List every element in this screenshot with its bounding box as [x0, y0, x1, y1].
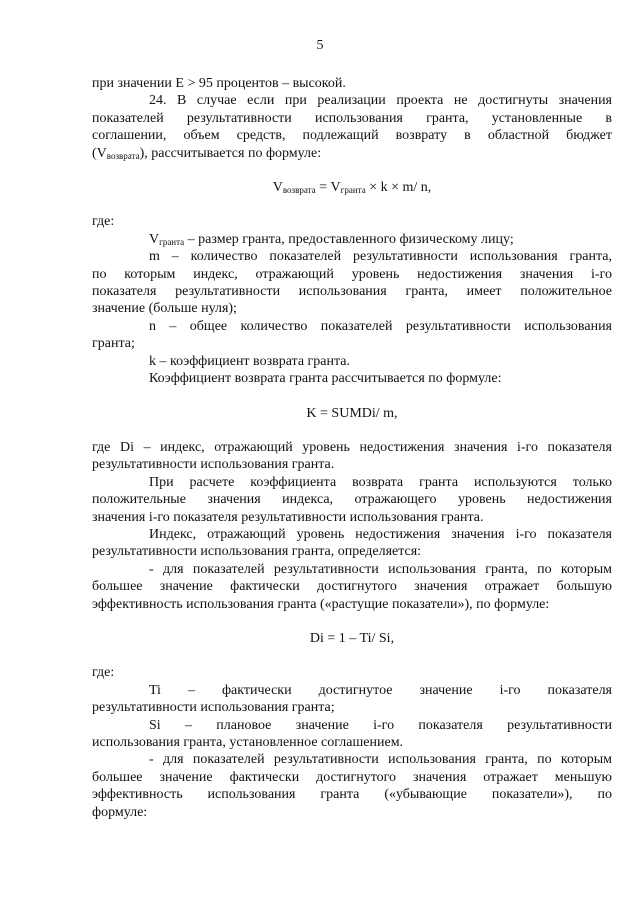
- text-line: [92, 145, 612, 162]
- text-fragment: = V: [315, 180, 341, 196]
- text-fragment: ), рассчитывается по формуле:: [139, 145, 322, 161]
- formula-coefficient: K = SUMDi/ m,: [306, 405, 398, 421]
- page-number: 5: [316, 38, 324, 53]
- text-line: [92, 231, 612, 248]
- text-fragment: × k × m/ n,: [365, 180, 432, 196]
- text-line: показателя результативности использования гранта, имеет положительное: [92, 284, 612, 300]
- text-line: соглашении, объем средств, подлежащий возврату в областной бюджет: [92, 128, 612, 144]
- text-line: где:: [92, 665, 115, 681]
- text-line: Si – плановое значение i-го показателя результативности: [149, 717, 612, 733]
- text-fragment: V: [149, 231, 160, 247]
- text-line: где:: [92, 214, 115, 230]
- text-line: Ti – фактически достигнутое значение i-го показателя: [149, 682, 612, 698]
- document-body: [92, 75, 612, 821]
- text-line: - для показателей результативности использования гранта, по которым: [149, 561, 612, 577]
- text-line: использования гранта, установленное соглашением.: [92, 735, 404, 750]
- text-line: большее значение фактически достигнутого значения отражает меньшую: [92, 769, 612, 785]
- subscript: гранта: [159, 236, 185, 247]
- text-fragment: V: [272, 180, 283, 196]
- text-line: по которым индекс, отражающий уровень недостижения значения i-го: [92, 266, 612, 282]
- text-fragment: (V: [92, 145, 107, 161]
- text-line: При расчете коэффициента возврата гранта используются только: [149, 474, 612, 490]
- text-line: Коэффициент возврата гранта рассчитывается по формуле:: [149, 371, 502, 387]
- text-line: при значении E > 95 процентов – высокой.: [92, 76, 346, 91]
- text-line: положительные значения индекса, отражающего уровень недостижения: [92, 492, 612, 508]
- text-line: гранта;: [92, 336, 135, 352]
- formula-refund: [92, 179, 612, 196]
- text-line: формуле:: [92, 804, 148, 820]
- text-line: значение (больше нуля);: [92, 301, 237, 317]
- subscript: гранта: [340, 185, 366, 196]
- text-line: Индекс, отражающий уровень недостижения значения i-го показателя: [149, 526, 612, 542]
- text-line: эффективность использования гранта («растущие показатели»), по формуле:: [92, 596, 550, 612]
- text-line: значения i-го показателя результативности использования гранта.: [92, 509, 484, 525]
- formula-index: Di = 1 – Ti/ Si,: [309, 630, 395, 646]
- text-line: m – количество показателей результативности использования гранта,: [149, 249, 612, 265]
- text-line: эффективность использования гранта («убывающие показатели»), по: [92, 787, 612, 803]
- text-line: n – общее количество показателей результативности использования: [149, 318, 612, 334]
- text-line: где Di – индекс, отражающий уровень недостижения значения i-го показателя: [92, 439, 612, 455]
- text-line: k – коэффициент возврата гранта.: [149, 353, 351, 369]
- text-line: результативности использования гранта, определяется:: [92, 544, 422, 560]
- text-fragment: – размер гранта, предоставленного физическому лицу;: [184, 231, 514, 247]
- subscript: возврата: [106, 150, 140, 161]
- text-line: 24. В случае если при реализации проекта не достигнуты значения: [149, 93, 612, 109]
- text-line: показателей результативности использования гранта, установленные в: [92, 110, 612, 126]
- subscript: возврата: [282, 185, 316, 196]
- text-line: - для показателей результативности использования гранта, по которым: [149, 752, 612, 768]
- text-line: результативности использования гранта;: [92, 700, 335, 716]
- text-line: результативности использования гранта.: [92, 457, 335, 473]
- text-line: большее значение фактически достигнутого значения отражает большую: [92, 579, 612, 595]
